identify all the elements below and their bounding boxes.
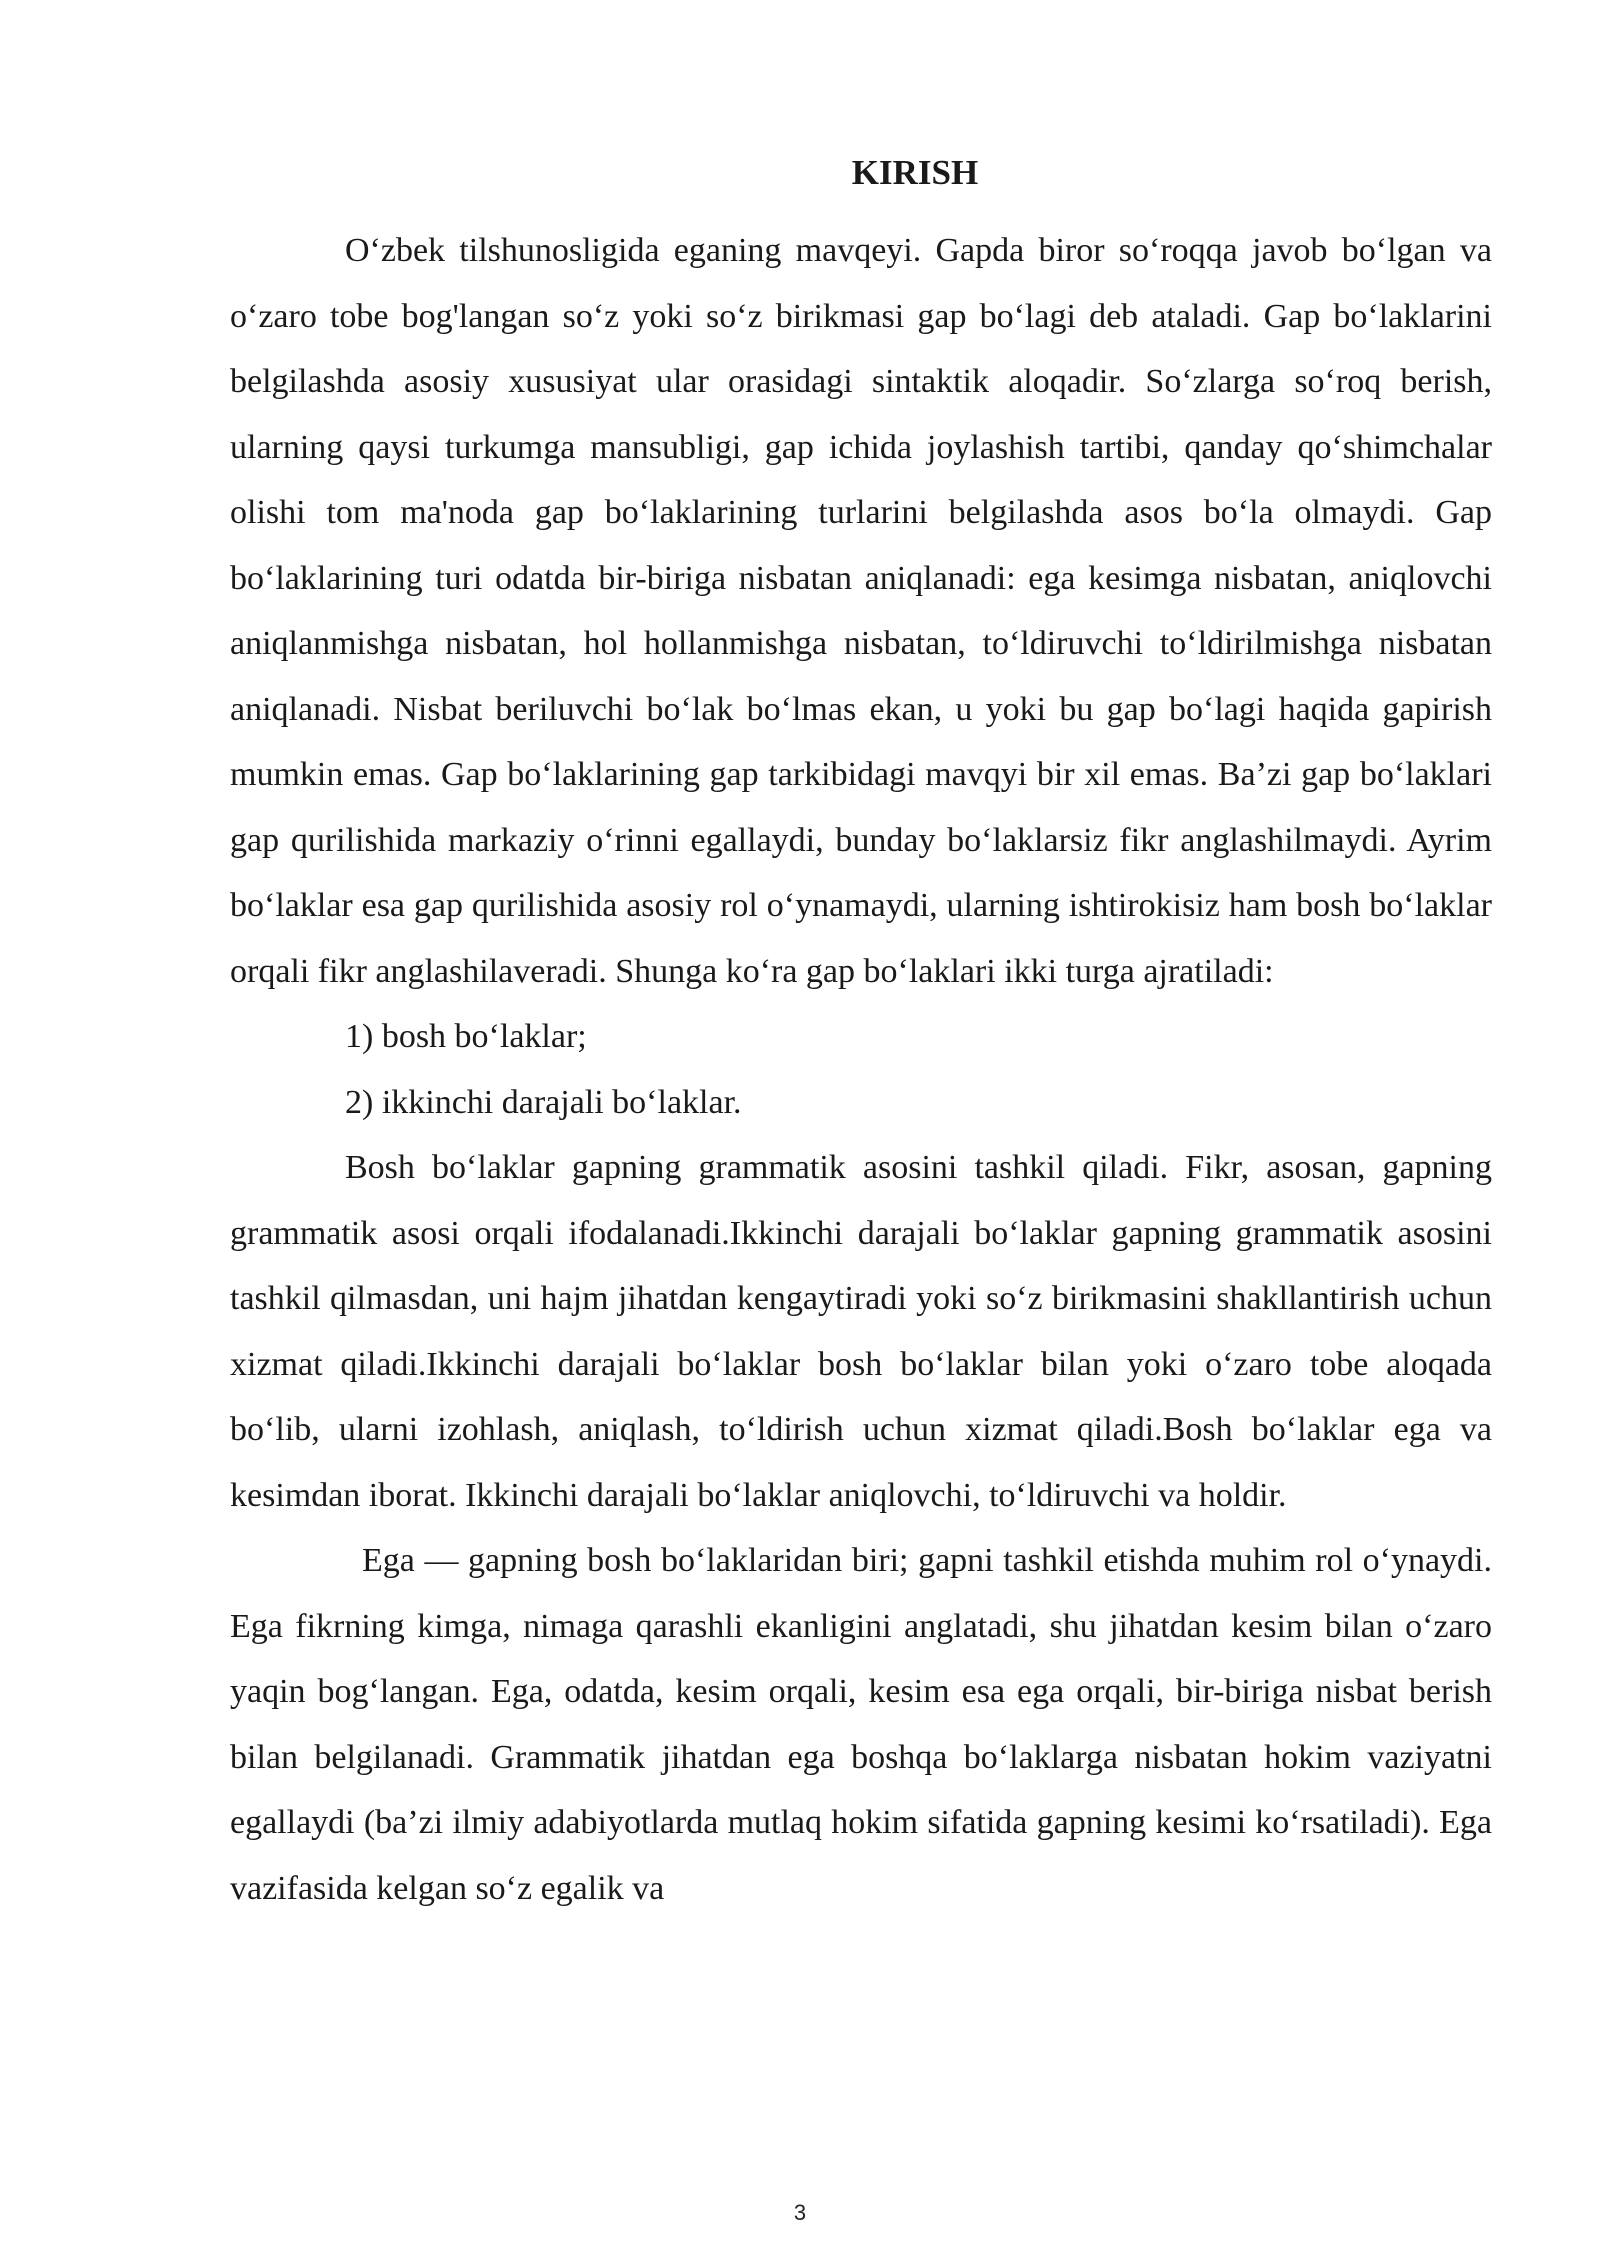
list-item-ikkinchi: 2) ikkinchi darajali bo‘laklar.	[345, 1083, 742, 1121]
page-number: 3	[793, 2200, 807, 2225]
list-item-bosh: 1) bosh bo‘laklar;	[345, 1018, 587, 1055]
document-body	[230, 218, 1492, 1921]
paragraph-ega: Ega — gapning bosh bo‘laklaridan biri; gapni tashkil etishda muhim rol o‘ynaydi. Ega fikrning kimga, nimaga qarashli ekanligini anglatadi, shu jihatdan kesim bilan o‘zaro yaqin bog‘langan. Ega, odatda, kesim orqali, kesim esa ega orqali, bir-biriga nisbat berish bilan belgilanadi. Grammatik jihatdan ega boshqa bo‘laklarga nisbatan hokim vaziyatni egallaydi (ba’zi ilmiy adabiyotlarda mutlaq hokim sifatida gapning kesimi ko‘rsatiladi). Ega vazifasida kelgan so‘z egalik va	[230, 1542, 1492, 1907]
paragraph-intro: O‘zbek tilshunosligida eganing mavqeyi. Gapda biror so‘roqqa javob bo‘lgan va o‘zaro tobe bog'langan so‘z yoki so‘z birikmasi gap bo‘lagi deb ataladi. Gap bo‘laklarini belgilashda asosiy xususiyat ular orasidagi sintaktik aloqadir. So‘zlarga so‘roq berish, ularning qaysi turkumga mansubligi, gap ichida joylashish tartibi, qanday qo‘shimchalar olishi tom ma'noda gap bo‘laklarining turlarini belgilashda asos bo‘la olmaydi. Gap bo‘laklarining turi odatda bir-biriga nisbatan aniqlanadi: ega kesimga nisbatan, aniqlovchi aniqlanmishga nisbatan, hol hollanmishga nisbatan, to‘ldiruvchi to‘ldirilmishga nisbatan aniqlanadi. Nisbat beriluvchi bo‘lak bo‘lmas ekan, u yoki bu gap bo‘lagi haqida gapirish mumkin emas. Gap bo‘laklarining gap tarkibidagi mavqyi bir xil emas. Ba’zi gap bo‘laklari gap qurilishida markaziy o‘rinni egallaydi, bunday bo‘laklarsiz fikr anglashilmaydi. Ayrim bo‘laklar esa gap qurilishida asosiy rol o‘ynamaydi, ularning ishtirokisiz ham bosh bo‘laklar orqali fikr anglashilaveradi. Shunga ko‘ra gap bo‘laklari ikki turga ajratiladi:	[230, 232, 1492, 990]
paragraph-bosh-boklar: Bosh bo‘laklar gapning grammatik asosini tashkil qiladi. Fikr, asosan, gapning grammatik asosi orqali ifodalanadi.Ikkinchi darajali bo‘laklar gapning grammatik asosini tashkil qilmasdan, uni hajm jihatdan kengaytiradi yoki so‘z birikmasini shakllantirish uchun xizmat qiladi.Ikkinchi darajali bo‘laklar bosh bo‘laklar bilan yoki o‘zaro tobe aloqada bo‘lib, ularni izohlash, aniqlash, to‘ldirish uchun xizmat qiladi.Bosh bo‘laklar ega va kesimdan iborat. Ikkinchi darajali bo‘laklar aniqlovchi, to‘ldiruvchi va holdir.	[230, 1149, 1492, 1514]
page-title: KIRISH	[851, 153, 979, 192]
